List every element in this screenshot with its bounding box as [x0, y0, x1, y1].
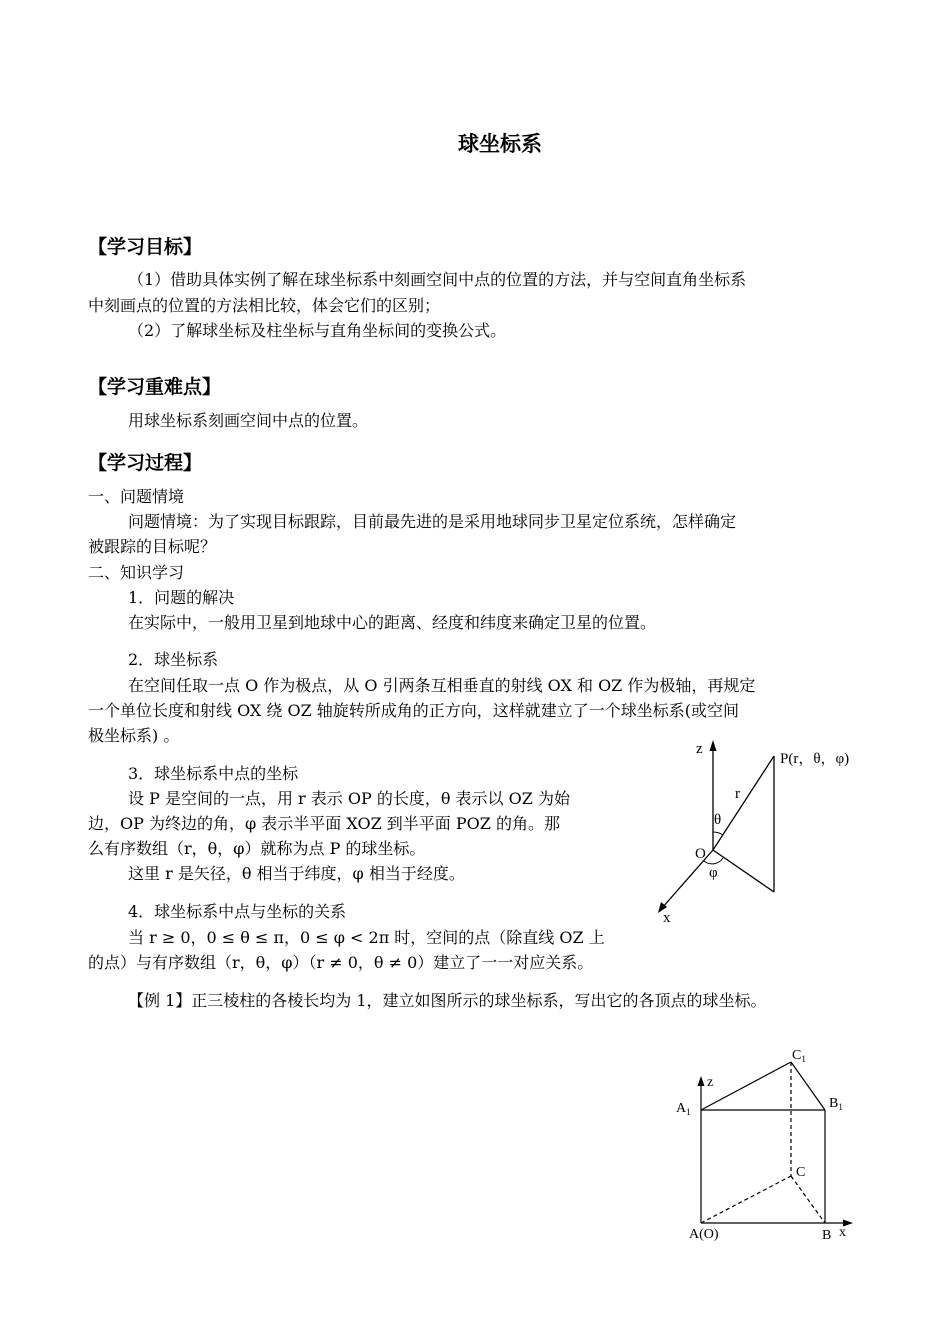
item3-line-3: 么有序数组（r，θ，φ）就称为点 P 的球坐标。 — [88, 839, 426, 858]
z-axis-arrow — [698, 1076, 705, 1086]
item3-line-1: 设 P 是空间的一点，用 r 表示 OP 的长度，θ 表示以 OZ 为始 — [128, 789, 570, 808]
item4-line-2: 的点）与有序数组（r，θ，φ）（r ≠ 0，θ ≠ 0）建立了一一对应关系。 — [88, 953, 594, 972]
item2-line-2: 一个单位长度和射线 OX 绕 OZ 轴旋转所成角的正方向，这样就建立了一个球坐标系(或空间 — [88, 701, 740, 720]
part1-line-1: 问题情境：为了实现目标跟踪，目前最先进的是采用地球同步卫星定位系统，怎样确定 — [128, 512, 737, 531]
process-heading: 【学习过程】 — [88, 452, 203, 474]
theta-arc — [713, 832, 723, 835]
c-label: C — [796, 1165, 806, 1180]
edge-a-c — [701, 1176, 791, 1223]
edge-c1-b1 — [791, 1062, 825, 1110]
goals-line-2: 中刻画点的位置的方法相比较，体会它们的区别； — [88, 296, 441, 315]
spherical-coordinate-figure — [640, 732, 890, 932]
item1-line-1: 在实际中，一般用卫星到地球中心的距离、经度和纬度来确定卫星的位置。 — [128, 613, 657, 632]
x-label: x — [839, 1225, 846, 1240]
item4-line-1: 当 r ≥ 0，0 ≤ θ ≤ π，0 ≤ φ < 2π 时，空间的点（除直线 OZ 上 — [128, 928, 605, 947]
item1-title: 1．问题的解决 — [128, 588, 235, 607]
item4-title: 4．球坐标系中点与坐标的关系 — [128, 902, 347, 921]
item3-line-4: 这里 r 是矢径，θ 相当于纬度，φ 相当于经度。 — [128, 864, 465, 883]
item2-line-3: 极坐标系) 。 — [88, 726, 180, 745]
c1-label: $C_1$ — [792, 1048, 806, 1064]
r-label: r — [735, 786, 740, 802]
page-title: 球坐标系 — [458, 132, 542, 156]
item3-line-2: 边，OP 为终边的角，φ 表示半平面 XOZ 到半平面 POZ 的角。那 — [88, 814, 560, 833]
edge-c-b — [791, 1176, 825, 1223]
ao-label: A(O) — [689, 1227, 719, 1242]
goals-heading: 【学习目标】 — [88, 236, 203, 258]
part1-line-2: 被跟踪的目标呢？ — [88, 537, 217, 556]
part1-title: 一、问题情境 — [88, 487, 185, 506]
part2-title: 二、知识学习 — [88, 563, 185, 582]
o-label: O — [695, 846, 706, 862]
key-points-heading: 【学习重难点】 — [88, 376, 222, 398]
item3-title: 3．球坐标系中点的坐标 — [128, 764, 299, 783]
phi-label: φ — [709, 865, 718, 881]
item2-title: 2．球坐标系 — [128, 650, 219, 669]
z-label: z — [696, 741, 703, 757]
x-label: x — [663, 910, 671, 926]
a1-label: $A_1$ — [676, 1101, 691, 1117]
goals-line-1: （1）借助具体实例了解在球坐标系中刻画空间中点的位置的方法，并与空间直角坐标系 — [128, 270, 747, 289]
item2-line-1: 在空间任取一点 O 作为极点，从 O 引两条互相垂直的射线 OX 和 OZ 作为极轴，再规定 — [128, 676, 756, 695]
edge-a1-c1 — [701, 1062, 791, 1110]
b1-label: $B_1$ — [829, 1096, 843, 1112]
triangular-prism-figure — [665, 1040, 865, 1250]
z-label: z — [707, 1075, 714, 1090]
z-axis-arrow — [710, 740, 717, 751]
p-label: P(r，θ，φ) — [780, 751, 850, 767]
phi-arc — [704, 858, 723, 864]
projection-segment — [713, 850, 774, 892]
goals-line-3: （2）了解球坐标及柱坐标与直角坐标间的变换公式。 — [128, 321, 507, 340]
theta-label: θ — [714, 812, 722, 828]
example-1: 【例 1】正三棱柱的各棱长均为 1，建立如图所示的球坐标系，写出它的各顶点的球坐标。 — [128, 991, 767, 1010]
key-points-line-1: 用球坐标系刻画空间中点的位置。 — [128, 411, 369, 430]
op-segment — [713, 756, 774, 850]
b-label: B — [822, 1228, 832, 1243]
